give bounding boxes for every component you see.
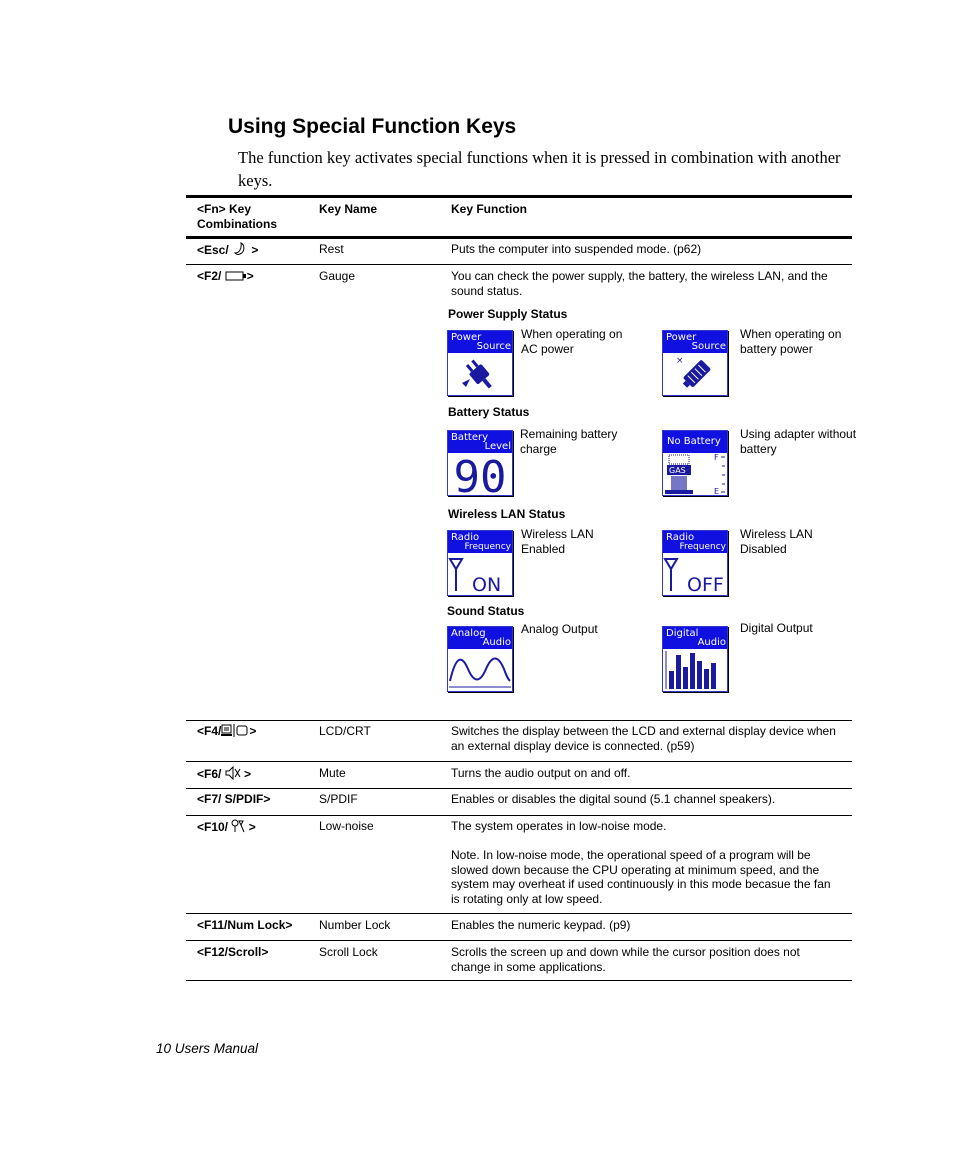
- page-title: Using Special Function Keys: [228, 115, 517, 138]
- sound-digital-description: Digital Output: [740, 621, 813, 635]
- row-divider: [186, 815, 852, 816]
- svg-text:×: ×: [676, 356, 684, 366]
- battery-level-digits: [448, 453, 512, 495]
- gas-gauge-icon: [663, 453, 727, 495]
- table-row-key: <Esc/ >: [197, 243, 259, 257]
- table-row-name: LCD/CRT: [319, 724, 371, 738]
- battery-status-heading: Battery Status: [448, 405, 530, 419]
- battery-cell-icon: [663, 353, 727, 395]
- antenna-on-icon: [448, 553, 512, 595]
- fan-icon: [231, 819, 245, 833]
- power-supply-heading: Power Supply Status: [448, 307, 568, 321]
- row-divider: [186, 720, 852, 721]
- svg-text:ON: ON: [472, 574, 502, 595]
- svg-text:F: F: [714, 453, 719, 462]
- moon-icon: [232, 242, 248, 256]
- svg-text:E: E: [714, 487, 720, 495]
- table-row-function: Turns the audio output on and off.: [451, 766, 631, 780]
- row-divider: [186, 788, 852, 789]
- table-row-function: The system operates in low-noise mode.: [451, 819, 667, 833]
- table-row-name: S/PDIF: [319, 792, 358, 806]
- table-row-function: Switches the display between the LCD and external display device when an external display device is connected. (p59): [451, 724, 836, 753]
- table-row-key: <F12/Scroll>: [197, 945, 269, 959]
- wireless-off-screen: Radio Frequency OFF: [662, 530, 728, 596]
- table-row-key: <F11/Num Lock>: [197, 918, 293, 932]
- table-top-rule: [186, 195, 852, 198]
- table-row-key: <F4/ >: [197, 724, 257, 738]
- low-noise-note: Note. In low-noise mode, the operational speed of a program will be slowed down because the CPU operating at minimum speed, and the system may overheat if used continuously in this mode becasue the fan is rotating only at low speed.: [451, 848, 831, 906]
- battery-gauge-icon: [225, 271, 247, 281]
- header-bottom-rule: [186, 236, 852, 239]
- svg-text:90: 90: [453, 453, 507, 495]
- row-divider: [186, 940, 852, 941]
- power-battery-description: When operating on battery power: [740, 327, 842, 356]
- table-row-function: Enables the numeric keypad. (p9): [451, 918, 631, 932]
- page-footer: 10 Users Manual: [156, 1041, 259, 1056]
- sound-status-heading: Sound Status: [447, 604, 525, 618]
- wireless-on-screen: Radio Frequency ON: [447, 530, 513, 596]
- lcd-crt-icon: [221, 724, 249, 737]
- table-row-key: <F7/ S/PDIF>: [197, 792, 271, 806]
- row-divider: [186, 264, 852, 265]
- table-row-function: Scrolls the screen up and down while the cursor position does not change in some applications.: [451, 945, 800, 974]
- sine-wave-icon: [448, 649, 512, 691]
- mute-icon: [225, 766, 241, 780]
- table-row-name: Rest: [319, 242, 344, 256]
- table-row-key: <F10/ >: [197, 820, 256, 834]
- svg-text:OFF: OFF: [687, 574, 724, 595]
- ac-plug-icon: [448, 353, 512, 395]
- table-row-name: Low-noise: [319, 819, 374, 833]
- table-bottom-rule: [186, 980, 852, 981]
- wireless-status-heading: Wireless LAN Status: [448, 507, 566, 521]
- sound-digital-screen: Digital Audio: [662, 626, 728, 692]
- antenna-off-icon: [663, 553, 727, 595]
- battery-level-description: Remaining battery charge: [520, 427, 618, 456]
- table-row-name: Mute: [319, 766, 346, 780]
- table-row-key: <F6/ >: [197, 767, 252, 781]
- battery-level-screen: Battery Level 90: [447, 430, 513, 496]
- sound-analog-screen: Analog Audio: [447, 626, 513, 692]
- power-ac-description: When operating on AC power: [521, 327, 623, 356]
- header-key-name: Key Name: [319, 202, 378, 216]
- sound-analog-description: Analog Output: [521, 622, 598, 636]
- table-row-function: Puts the computer into suspended mode. (p62): [451, 242, 702, 256]
- table-row-function: Enables or disables the digital sound (5.1 channel speakers).: [451, 792, 776, 806]
- no-battery-description: Using adapter without battery: [740, 427, 857, 456]
- power-ac-screen: Power Source: [447, 330, 513, 396]
- svg-text:GAS: GAS: [669, 466, 686, 475]
- table-row-name: Number Lock: [319, 918, 391, 932]
- table-row-function: You can check the power supply, the battery, the wireless LAN, and the sound status.: [451, 269, 828, 298]
- wireless-on-description: Wireless LAN Enabled: [521, 527, 594, 556]
- power-battery-screen: Power Source ×: [662, 330, 728, 396]
- no-battery-screen: No Battery GAS F E: [662, 430, 728, 496]
- row-divider: [186, 913, 852, 914]
- table-row-name: Gauge: [319, 269, 356, 283]
- row-divider: [186, 761, 852, 762]
- digital-bars-icon: [663, 649, 727, 691]
- header-key-function: Key Function: [451, 202, 528, 216]
- table-row-key: <F2/ >: [197, 269, 254, 283]
- header-combo: <Fn> Key Combinations: [197, 202, 277, 231]
- wireless-off-description: Wireless LAN Disabled: [740, 527, 813, 556]
- intro-paragraph: The function key activates special functions when it is pressed in combination with another keys.: [238, 148, 841, 190]
- table-row-name: Scroll Lock: [319, 945, 378, 959]
